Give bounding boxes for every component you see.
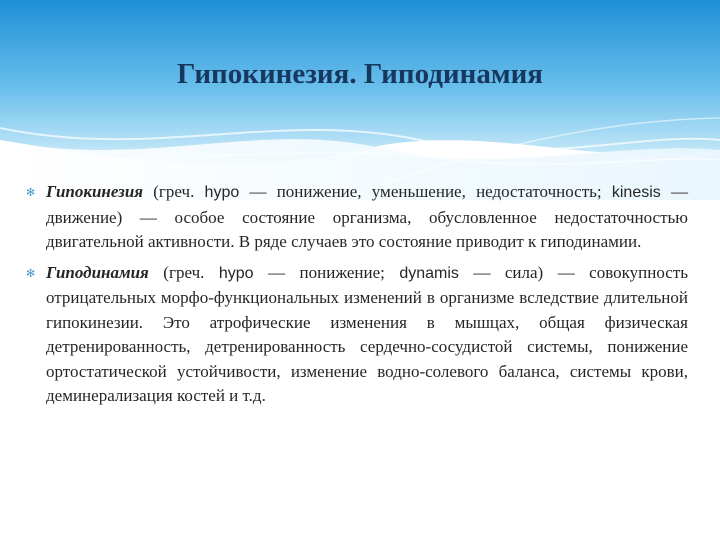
term-label: Гипокинезия [46, 182, 144, 201]
greek-word: kinesis [611, 184, 661, 201]
definition-text: — понижение, уменьшение, недостаточность; [239, 182, 612, 201]
term-label: Гиподинамия [46, 262, 149, 282]
bullet-list [26, 180, 688, 415]
definition-text: (греч. [148, 262, 219, 282]
definition-text: — понижение; [253, 262, 400, 282]
slide-title: Гипокинезия. Гиподинамия [177, 58, 543, 90]
bullet-item-hypokinesia [26, 180, 688, 255]
greek-word: hypo [218, 264, 254, 282]
asterisk-bullet-icon: ✻ [26, 186, 36, 199]
definition-text: — сила) — совокупность отрицательных морфо-функциональных изменений в организме вследствие длительной гипокинезии. Это атрофические изменения в мышцах, общая физическая детренированность, детренированность сердечно-сосудистой системы, понижение ортостатической устойчивости, изменение водно-солевого баланса, системы крови, деминерализация костей и т.д. [46, 262, 689, 405]
greek-word: hypo [204, 184, 240, 201]
definition-text: — движение) — особое состояние организма, обусловленное недостаточностью двигательной активности. В ряде случаев это состояние приводит к гиподинамии. [46, 182, 688, 251]
greek-word: dynamis [399, 264, 459, 282]
bullet-item-hypodynamia [26, 261, 688, 409]
definition-text: (греч. [143, 182, 205, 201]
asterisk-bullet-icon: ✻ [26, 266, 36, 280]
header-wave-background [0, 0, 720, 200]
